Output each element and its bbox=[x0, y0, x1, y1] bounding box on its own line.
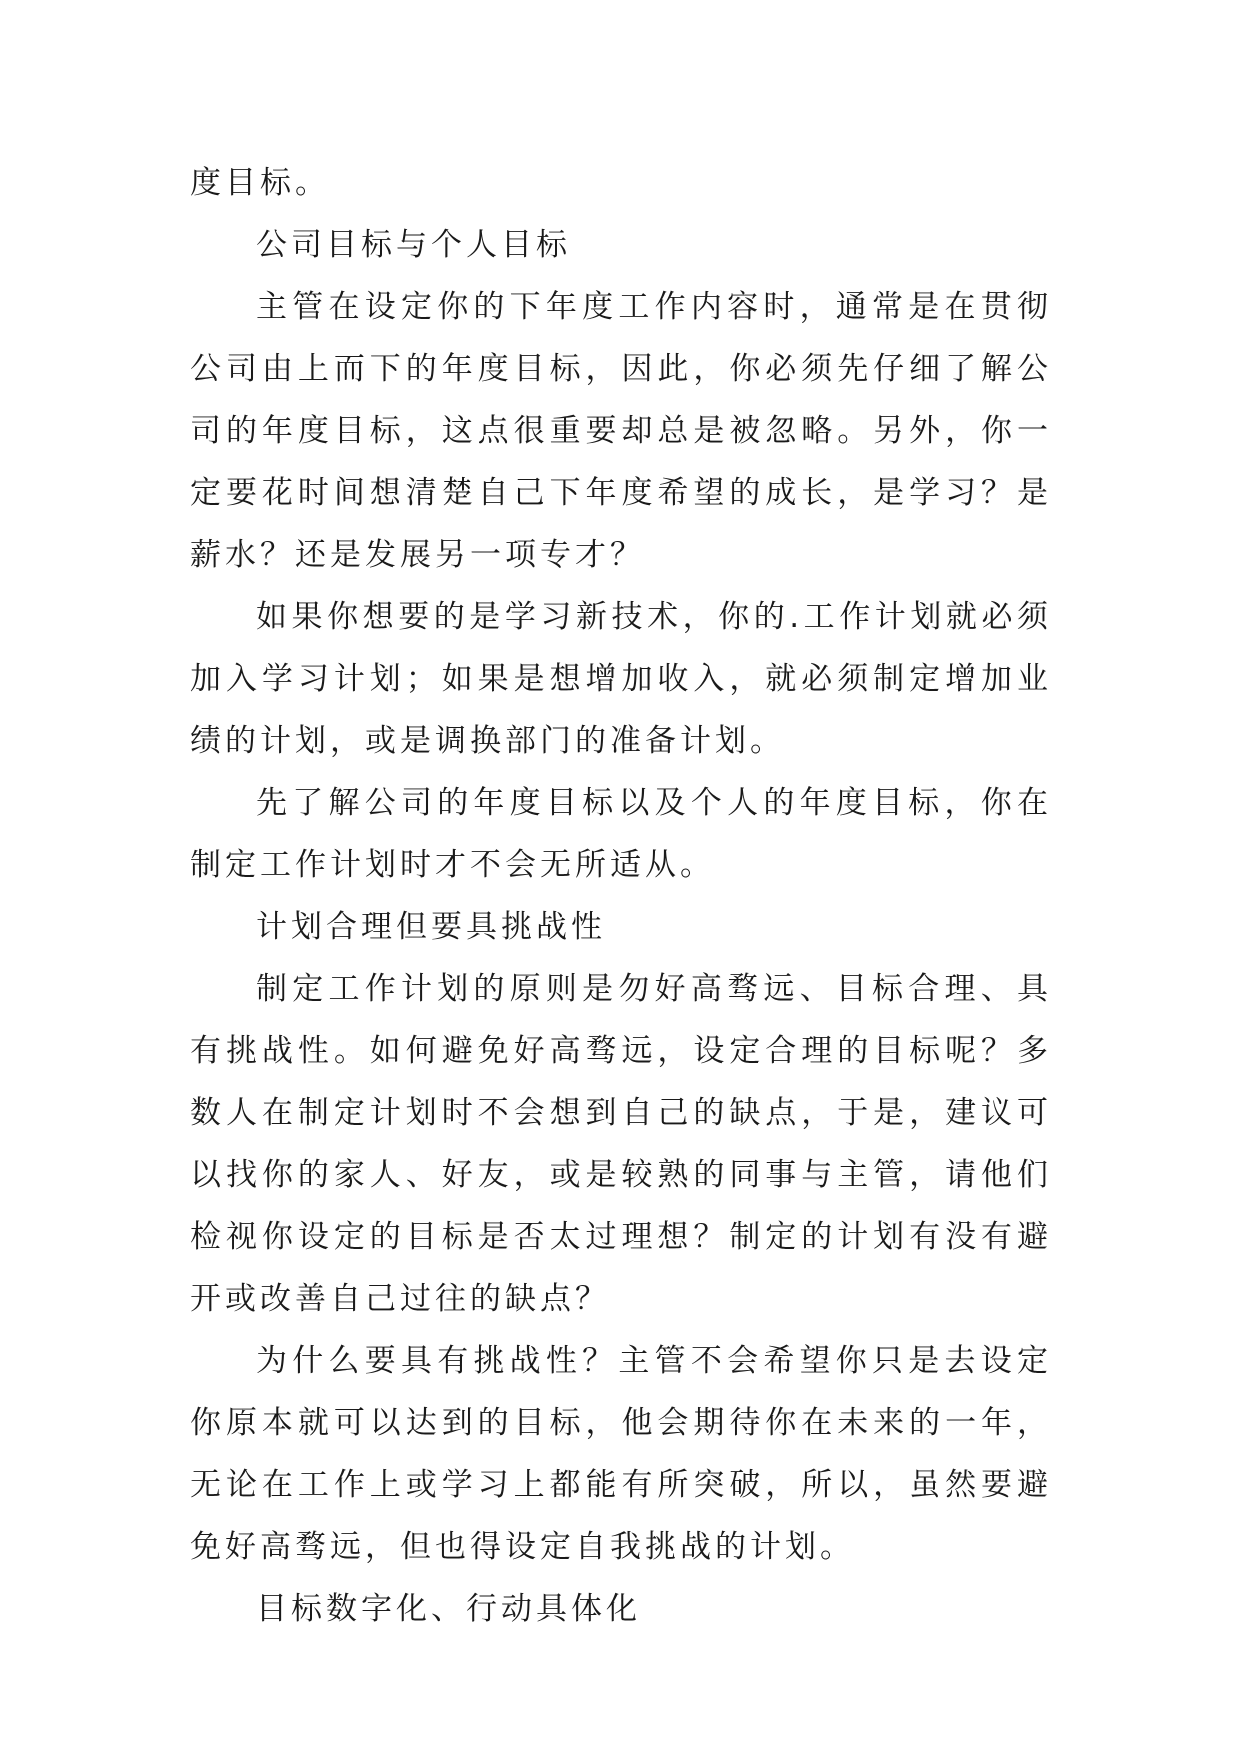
paragraph-3: 主管在设定你的下年度工作内容时，通常是在贯彻公司由上而下的年度目标，因此，你必须先仔细了解公司的年度目标，这点很重要却总是被忽略。另外，你一定要花时间想清楚自己下年度希望的成长，是学习？是薪水？还是发展另一项专才？ bbox=[190, 289, 1052, 573]
document-body bbox=[190, 152, 1052, 1640]
paragraph-5: 先了解公司的年度目标以及个人的年度目标，你在制定工作计划时才不会无所适从。 bbox=[190, 785, 1052, 883]
paragraph-1: 度目标。 bbox=[190, 165, 330, 201]
paragraph-8: 为什么要具有挑战性？主管不会希望你只是去设定你原本就可以达到的目标，他会期待你在未来的一年，无论在工作上或学习上都能有所突破，所以，虽然要避免好高骛远，但也得设定自我挑战的计划。 bbox=[190, 1343, 1052, 1565]
section-heading-company-personal-goals: 公司目标与个人目标 bbox=[256, 227, 571, 263]
section-heading-quantified-goals: 目标数字化、行动具体化 bbox=[256, 1591, 641, 1627]
paragraph-4: 如果你想要的是学习新技术，你的.工作计划就必须加入学习计划；如果是想增加收入，就必须制定增加业绩的计划，或是调换部门的准备计划。 bbox=[190, 599, 1052, 759]
section-heading-reasonable-challenging: 计划合理但要具挑战性 bbox=[256, 909, 606, 945]
paragraph-7: 制定工作计划的原则是勿好高骛远、目标合理、具有挑战性。如何避免好高骛远，设定合理的目标呢？多数人在制定计划时不会想到自己的缺点，于是，建议可以找你的家人、好友，或是较熟的同事与主管，请他们检视你设定的目标是否太过理想？制定的计划有没有避开或改善自己过往的缺点？ bbox=[190, 971, 1052, 1317]
